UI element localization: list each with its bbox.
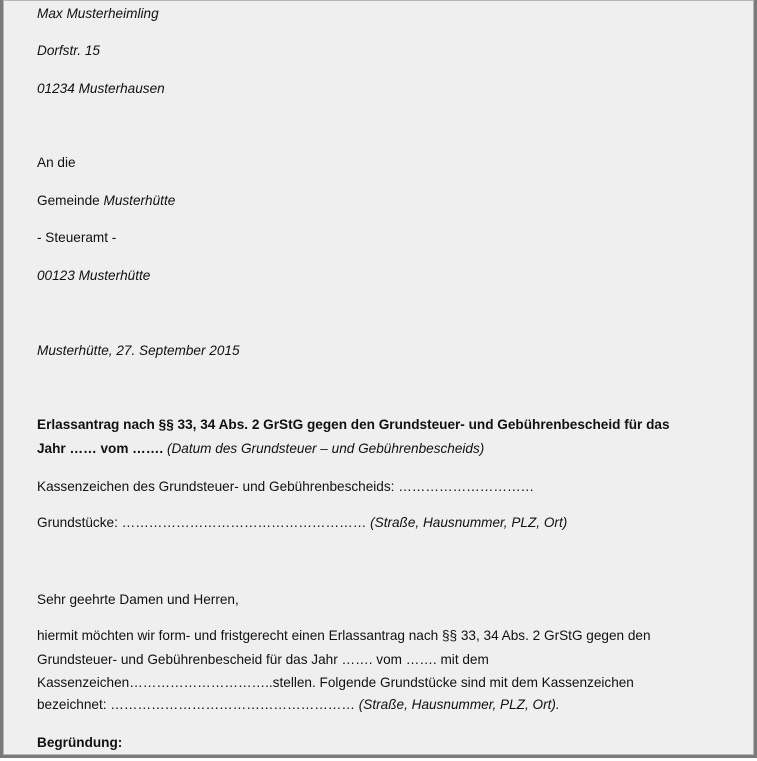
subject-line1: Erlassantrag nach §§ 33, 34 Abs. 2 GrStG gegen den Grundsteuer- und Gebührenbescheid für das	[37, 417, 670, 432]
body-line2: Grundsteuer- und Gebührenbescheid für das Jahr ……. vom ……. mit dem	[37, 652, 489, 667]
body-line1: hiermit möchten wir form- und fristgerecht einen Erlassantrag nach §§ 33, 34 Abs. 2 GrStG gegen den	[37, 628, 651, 643]
recipient-line4: 00123 Musterhütte	[37, 268, 151, 283]
grundstuecke-hint: (Straße, Hausnummer, PLZ, Ort)	[370, 515, 568, 530]
kassenzeichen-line: Kassenzeichen des Grundsteuer- und Gebührenbescheids: …………………………	[37, 479, 535, 494]
subject-bold: Jahr …… vom …….	[37, 441, 164, 456]
recipient-prefix: Gemeinde	[37, 193, 104, 208]
body-line4-text: bezeichnet: ………………………………………………	[37, 697, 355, 712]
section-heading-begruendung: Begründung:	[37, 735, 123, 750]
sender-name: Max Musterheimling	[37, 6, 159, 21]
subject-italic: (Datum des Grundsteuer – und Gebührenbescheids)	[166, 441, 485, 456]
body-line3: Kassenzeichen…………………………..stellen. Folgende Grundstücke sind mit dem Kassenzeichen	[37, 675, 634, 690]
recipient-line3: - Steueramt -	[37, 230, 117, 245]
recipient-name: Musterhütte	[103, 193, 176, 208]
sender-street: Dorfstr. 15	[37, 43, 100, 58]
letter-date: Musterhütte, 27. September 2015	[37, 343, 240, 358]
grundstuecke-label: Grundstücke: ………………………………………………	[37, 515, 367, 530]
salutation: Sehr geehrte Damen und Herren,	[37, 592, 239, 607]
recipient-line1: An die	[37, 155, 76, 170]
grundstuecke-line	[37, 515, 567, 531]
body-line4	[37, 697, 560, 713]
recipient-line2	[37, 193, 175, 209]
body-line4-hint: (Straße, Hausnummer, PLZ, Ort).	[358, 697, 560, 712]
subject-line2	[37, 441, 484, 457]
sender-city: 01234 Musterhausen	[37, 81, 165, 96]
